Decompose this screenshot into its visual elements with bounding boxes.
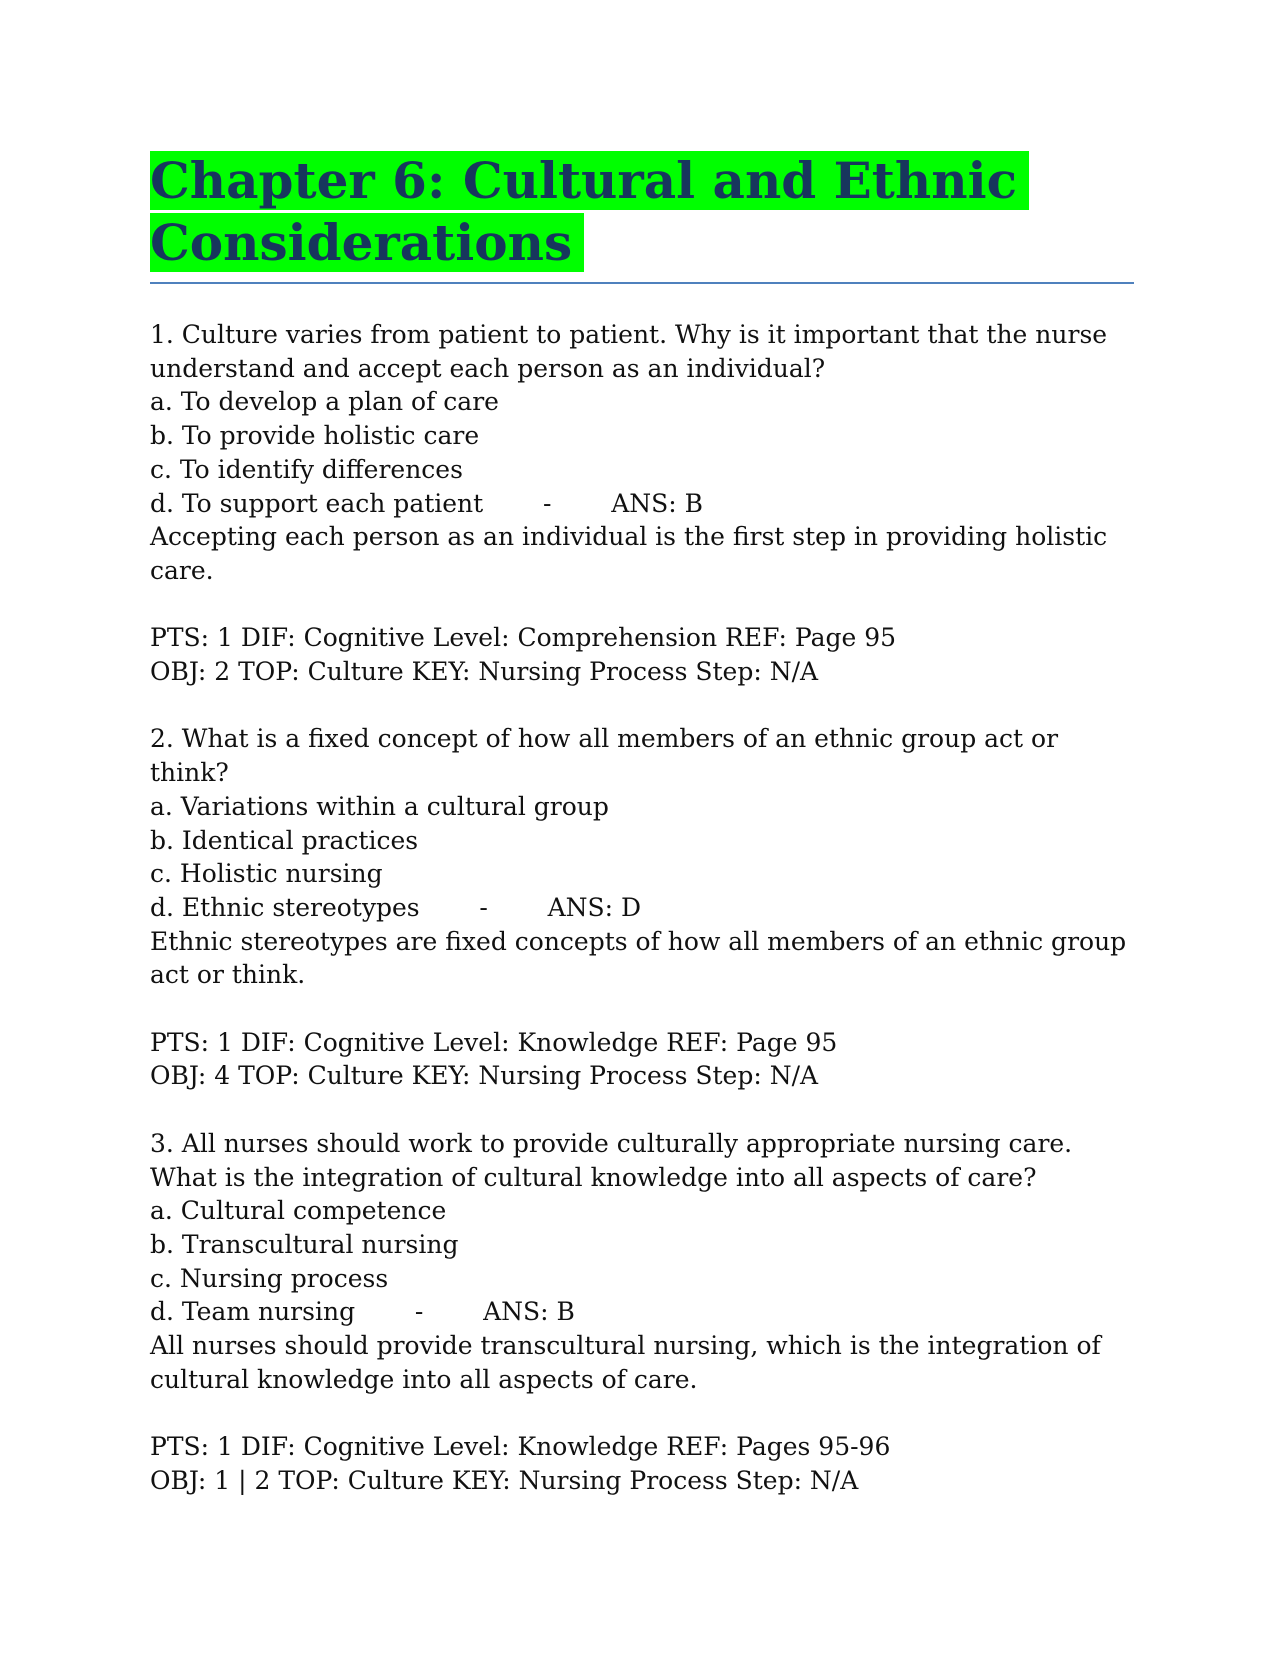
answer-key: ANS: B (611, 488, 703, 518)
metadata-line-2: OBJ: 1 | 2 TOP: Culture KEY: Nursing Process Step: N/A (150, 1465, 859, 1495)
option-d: d. Ethnic stereotypes (150, 892, 420, 922)
question-stem: 1. Culture varies from patient to patient. Why is it important that the nurse understand and accept each person as an individual? (150, 320, 1108, 383)
option-a: a. To develop a plan of care (150, 387, 499, 417)
spacer (150, 992, 1134, 1026)
page-title-highlight: Chapter 6: Cultural and Ethnic Considerations (150, 151, 1029, 272)
option-d-answer-line (150, 1295, 1134, 1329)
answer-separator: - (542, 488, 552, 518)
answer-separator: - (479, 892, 488, 922)
answer-separator: - (414, 1297, 424, 1327)
rationale: Accepting each person as an individual is the first step in providing holistic care. (150, 522, 1108, 585)
question-stem: 2. What is a fixed concept of how all members of an ethnic group act or think? (150, 724, 1059, 788)
metadata-line-2: OBJ: 2 TOP: Culture KEY: Nursing Process Step: N/A (150, 657, 819, 687)
question-2 (150, 722, 1134, 1093)
option-a: a. Cultural competence (150, 1196, 447, 1226)
title-divider (150, 282, 1134, 284)
metadata-line-1: PTS: 1 DIF: Cognitive Level: Knowledge REF: Pages 95-96 (150, 1432, 891, 1462)
option-a: a. Variations within a cultural group (150, 791, 609, 821)
option-d: d. Team nursing (150, 1297, 356, 1327)
answer-key: ANS: B (483, 1297, 575, 1327)
answer-key: ANS: D (547, 892, 642, 922)
question-3 (150, 1127, 1134, 1498)
question-list (150, 318, 1134, 1498)
option-c: c. Holistic nursing (150, 859, 383, 889)
option-b: b. To provide holistic care (150, 421, 480, 451)
metadata-line-2: OBJ: 4 TOP: Culture KEY: Nursing Process Step: N/A (150, 1061, 819, 1091)
document-page (150, 150, 1134, 1531)
spacer (150, 1396, 1134, 1430)
option-c: c. To identify differences (150, 454, 463, 484)
question-stem: 3. All nurses should work to provide culturally appropriate nursing care. What is the integration of cultural knowledge into all aspects of care? (150, 1128, 1073, 1192)
option-d: d. To support each patient (150, 488, 484, 518)
spacer (150, 588, 1134, 622)
metadata-line-1: PTS: 1 DIF: Cognitive Level: Knowledge REF: Page 95 (150, 1027, 838, 1057)
rationale: Ethnic stereotypes are fixed concepts of how all members of an ethnic group act or think. (150, 926, 1127, 990)
rationale: All nurses should provide transcultural nursing, which is the integration of cultural knowledge into all aspects of care. (150, 1331, 1101, 1394)
option-d-answer-line (150, 487, 1134, 521)
page-title (150, 150, 1134, 274)
question-1 (150, 318, 1134, 689)
option-b: b. Transcultural nursing (150, 1229, 459, 1259)
option-d-answer-line (150, 891, 1134, 925)
option-c: c. Nursing process (150, 1263, 389, 1293)
option-b: b. Identical practices (150, 825, 419, 855)
metadata-line-1: PTS: 1 DIF: Cognitive Level: Comprehension REF: Page 95 (150, 623, 897, 653)
